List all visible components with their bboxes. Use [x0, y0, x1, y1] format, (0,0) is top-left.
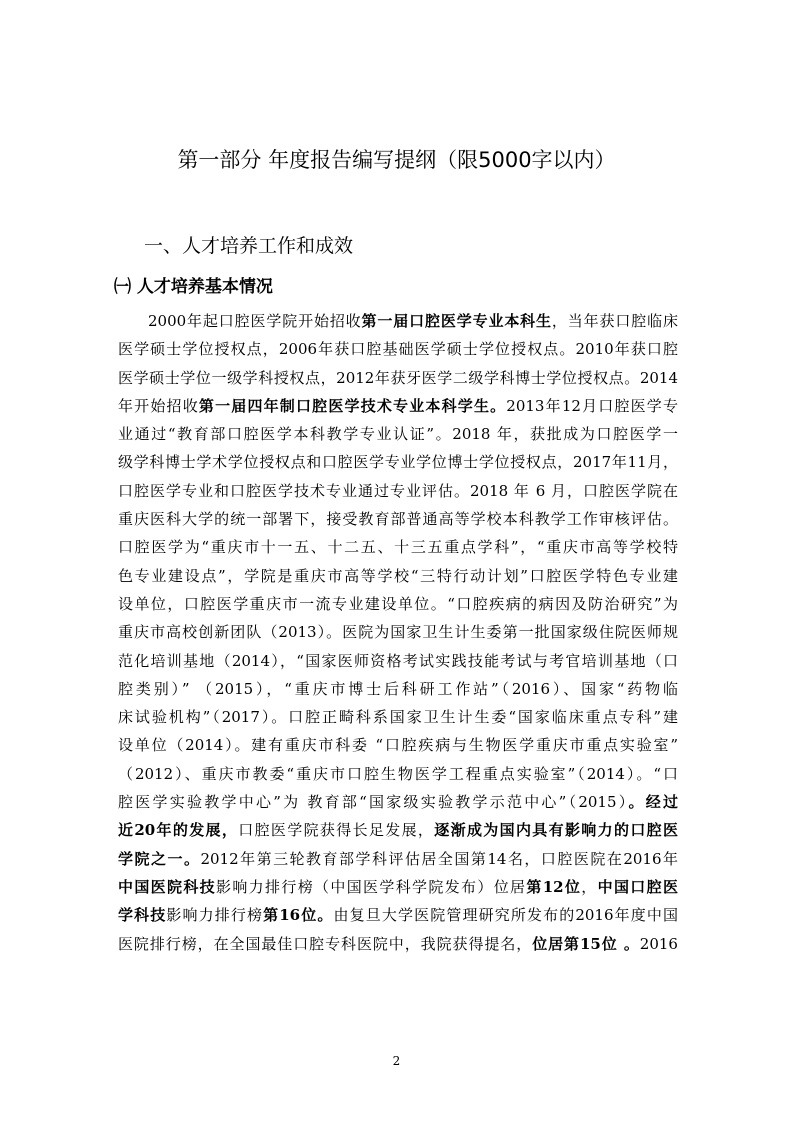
- text-line: [118, 505, 678, 533]
- text-span: 2013年12月口腔医学专: [506, 396, 678, 415]
- text-span: 口腔医学院获得长足发展，: [238, 821, 435, 840]
- text-line: [118, 873, 678, 901]
- bold-text: 中国口腔医: [597, 877, 678, 896]
- text-line: [118, 647, 678, 675]
- text-span: 重庆市高校创新团队（2013）。医院为国家卫生计生委第一批国家级住院医师规: [118, 623, 678, 642]
- bold-text: 中国医院科技: [118, 877, 217, 896]
- text-line: [118, 675, 678, 703]
- text-line: [118, 392, 678, 420]
- text-span: 由复旦大学医院管理研究所发布的2016年度中国: [333, 906, 678, 925]
- bold-text: 近20年的发展，: [118, 821, 239, 840]
- bold-text: 第12位: [526, 877, 582, 896]
- text-span: 级学科博士学术学位授权点和口腔医学专业学位博士学位授权点，2017年11月，: [118, 453, 678, 472]
- text-line: [118, 477, 678, 505]
- bold-text: 逐渐成为国内具有影响力的口腔医: [434, 821, 678, 840]
- text-span: 2012年第三轮教育部学科评估居全国第14名，口腔医院在2016年: [200, 849, 678, 868]
- text-span: 腔类别）” （2015），“重庆市博士后科研工作站”（2016）、国家“药物临: [118, 679, 678, 698]
- text-line: [118, 420, 678, 448]
- bold-text: 。经过: [628, 793, 678, 812]
- text-span: 重庆医科大学的统一部署下，接受教育部普通高等学校本科教学工作审核评估。: [118, 510, 678, 529]
- text-span: 2000年起口腔医学院开始招收: [148, 312, 362, 330]
- text-span: ，当年获口腔临床: [551, 312, 678, 330]
- text-span: 色专业建设点”，学院是重庆市高等学校“三特行动计划”口腔医学特色专业建: [118, 566, 678, 585]
- text-line: [118, 703, 678, 731]
- text-span: 设单位，口腔医学重庆市一流专业建设单位。“口腔疾病的病因及防治研究”为: [118, 594, 678, 613]
- text-span: 年开始招收: [118, 396, 199, 415]
- text-line: [118, 448, 678, 476]
- text-span: 口腔医学专业和口腔医学技术专业通过专业评估。2018 年 6 月，口腔医学院在: [118, 481, 678, 500]
- bold-text: 第16位。: [263, 906, 334, 925]
- text-span: 医学硕士学位一级学科授权点，2012年获牙医学二级学科博士学位授权点。2014: [118, 368, 678, 387]
- text-line: [118, 533, 678, 561]
- text-line: [118, 816, 678, 844]
- text-line: [118, 845, 678, 873]
- text-line: [118, 307, 678, 335]
- bold-text: 学科技: [118, 906, 167, 925]
- page-number: 2: [392, 1054, 401, 1068]
- text-line: [118, 901, 678, 929]
- text-span: 设单位（2014）。建有重庆市科委 “口腔疾病与生物医学重庆市重点实验室”: [118, 736, 678, 755]
- text-span: 医院排行榜，在全国最佳口腔专科医院中，我院获得提名，: [118, 934, 533, 953]
- text-span: 影响力排行榜（中国医学科学院发布）位居: [216, 877, 527, 896]
- text-span: 医学硕士学位授权点，2006年获口腔基础医学硕士学位授权点。2010年获口腔: [118, 340, 678, 359]
- text-line: [118, 618, 678, 646]
- text-line: [118, 788, 678, 816]
- section-heading: 一、人才培养工作和成效: [144, 235, 354, 257]
- text-line: [118, 562, 678, 590]
- bold-text: 第一届四年制口腔医学技术专业本科学生。: [198, 396, 507, 415]
- bold-text: 第一届口腔医学专业本科生: [361, 312, 552, 330]
- sub-heading: ㈠ 人才培养基本情况: [114, 277, 273, 297]
- text-line: [118, 364, 678, 392]
- text-span: 业通过“教育部口腔医学本科教学专业认证”。2018 年，获批成为口腔医学一: [118, 425, 678, 444]
- text-span: 2016: [639, 934, 678, 953]
- text-line: [118, 731, 678, 759]
- page-title: 第一部分 年度报告编写提纲（限5000字以内）: [177, 148, 616, 172]
- text-line: [118, 590, 678, 618]
- text-line: [118, 335, 678, 363]
- text-span: 范化培训基地（2014），“国家医师资格考试实践技能考试与考官培训基地（口: [118, 651, 678, 670]
- bold-text: 位居第15位 。: [532, 934, 640, 953]
- bold-text: 学院之一。: [118, 849, 201, 868]
- text-span: 腔医学实验教学中心”为 教育部“国家级实验教学示范中心”（2015）: [118, 793, 629, 812]
- text-span: 床试验机构”（2017）。口腔正畸科系国家卫生计生委“国家临床重点专科”建: [118, 708, 678, 727]
- text-line: [118, 930, 678, 958]
- body-paragraph: [118, 307, 678, 958]
- text-span: 口腔医学为“重庆市十一五、十二五、十三五重点学科”，“重庆市高等学校特: [118, 538, 678, 557]
- text-span: 影响力排行榜: [166, 906, 264, 925]
- text-span: ，: [581, 877, 598, 896]
- text-span: （2012）、重庆市教委“重庆市口腔生物医学工程重点实验室”（2014）。“口: [118, 764, 678, 783]
- text-line: [118, 760, 678, 788]
